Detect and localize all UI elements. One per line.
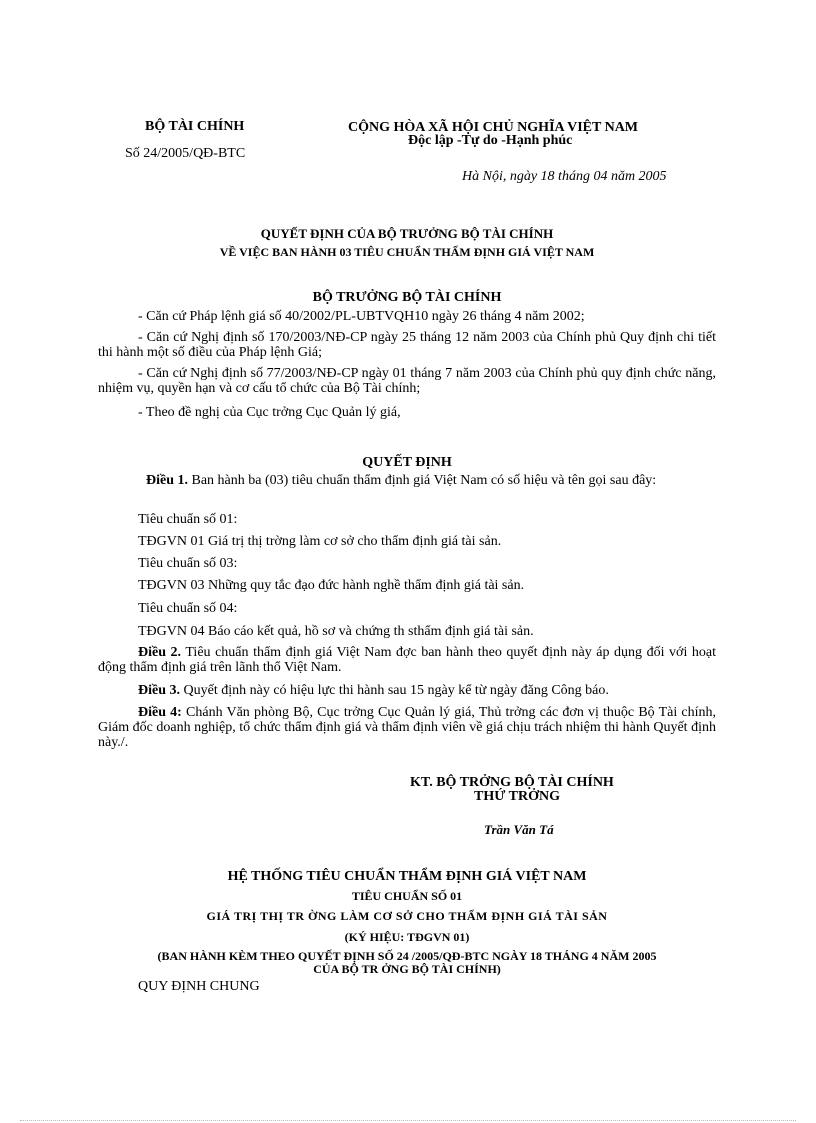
legal-basis-1: - Căn cứ Pháp lệnh giá số 40/2002/PL-UBTVQH10 ngày 26 tháng 4 năm 2002; xyxy=(138,309,585,324)
ministry-name: BỘ TÀI CHÍNH xyxy=(145,119,245,134)
legal-basis-3: - Căn cứ Nghị định số 77/2003/NĐ-CP ngày 01 tháng 7 năm 2003 của Chính phủ quy định chức năng, nhiệm vụ, quyền hạn và cơ cấu tổ chức của Bộ Tài chính; xyxy=(98,366,716,396)
article-2 xyxy=(98,645,716,675)
issuance-note-cont: CỦA BỘ TR ỞNG BỘ TÀI CHÍNH) xyxy=(313,962,501,976)
signer-name: Trần Văn Tá xyxy=(484,822,554,837)
article-1-label: Điều 1. xyxy=(146,473,188,488)
article-1-text: Ban hành ba (03) tiêu chuẩn thẩm định giá Việt Nam có số hiệu và tên gọi sau đây: xyxy=(188,473,657,488)
article-3 xyxy=(98,683,716,698)
article-4-text: Chánh Văn phòng Bộ, Cục trởng Cục Quản lý giá, Thủ trởng các đơn vị thuộc Bộ Tài chính, Giám đốc doanh nghiệp, tổ chức thẩm định giá và thẩm định viên về giá chịu trách nhiệm thi hành Quyết định này./. xyxy=(98,705,716,750)
decision-title: QUYẾT ĐỊNH CỦA BỘ TRƯỞNG BỘ TÀI CHÍNH xyxy=(260,226,554,241)
date-place: Hà Nội, ngày 18 tháng 04 năm 2005 xyxy=(462,169,667,184)
article-3-text: Quyết định này có hiệu lực thi hành sau 15 ngày kể từ ngày đăng Công báo. xyxy=(180,683,609,698)
standard-list-item: TĐGVN 01 Giá trị thị trờng làm cơ sở cho thẩm định giá tài sản. xyxy=(138,534,502,549)
legal-basis-2: - Căn cứ Nghị định số 170/2003/NĐ-CP ngày 25 tháng 12 năm 2003 của Chính phủ Quy định chi tiết thi hành một số điều của Pháp lệnh Giá; xyxy=(98,330,716,360)
article-3-label: Điều 3. xyxy=(138,683,180,698)
decision-heading: QUYẾT ĐỊNH xyxy=(362,455,452,470)
standard-list-item: Tiêu chuẩn số 01: xyxy=(138,512,238,527)
document-number: Số 24/2005/QĐ-BTC xyxy=(125,146,246,161)
page-bottom-divider xyxy=(20,1120,796,1121)
signature-title: KT. BỘ TRỞNG BỘ TÀI CHÍNH xyxy=(410,775,614,790)
legal-basis-4: - Theo đề nghị của Cục trởng Cục Quản lý giá, xyxy=(138,405,401,420)
article-4 xyxy=(98,705,716,750)
article-1 xyxy=(98,473,716,488)
nation-motto: Độc lập -Tự do -Hạnh phúc xyxy=(408,133,573,148)
standard-list-item: TĐGVN 03 Những quy tắc đạo đức hành nghề thẩm định giá tài sản. xyxy=(138,578,525,593)
issuance-note: (BAN HÀNH KÈM THEO QUYẾT ĐỊNH SỐ 24 /2005/QĐ-BTC NGÀY 18 THÁNG 4 NĂM 2005 xyxy=(157,949,657,963)
nation-name: CỘNG HÒA XÃ HỘI CHỦ NGHĨA VIỆT NAM xyxy=(348,120,639,135)
standard-number: TIÊU CHUẨN SỐ 01 xyxy=(351,889,463,903)
general-provisions-heading: QUY ĐỊNH CHUNG xyxy=(138,979,260,994)
standard-list-item: Tiêu chuẩn số 04: xyxy=(138,601,238,616)
signature-position: THỨ TRỞNG xyxy=(474,789,560,804)
standards-system-title: HỆ THỐNG TIÊU CHUẨN THẨM ĐỊNH GIÁ VIỆT NAM xyxy=(227,869,587,884)
authority-heading: BỘ TRƯỞNG BỘ TÀI CHÍNH xyxy=(312,290,502,305)
standard-code: (KÝ HIỆU: TĐGVN 01) xyxy=(344,930,470,944)
standard-list-item: TĐGVN 04 Báo cáo kết quả, hồ sơ và chứng th sthẩm định giá tài sản. xyxy=(138,624,534,639)
article-2-text: Tiêu chuẩn thẩm định giá Việt Nam đợc ban hành theo quyết định này áp dụng đối với hoạt động thẩm định giá trên lãnh thổ Việt Nam. xyxy=(98,645,717,675)
decision-subject: VỀ VIỆC BAN HÀNH 03 TIÊU CHUẨN THẨM ĐỊNH GIÁ VIỆT NAM xyxy=(219,245,595,259)
standard-list-item: Tiêu chuẩn số 03: xyxy=(138,556,238,571)
standard-name: GIÁ TRỊ THỊ TR ỜNG LÀM CƠ SỞ CHO THẨM ĐỊNH GIÁ TÀI SẢN xyxy=(206,909,608,923)
article-4-label: Điều 4: xyxy=(138,705,182,720)
article-2-label: Điều 2. xyxy=(138,645,182,660)
